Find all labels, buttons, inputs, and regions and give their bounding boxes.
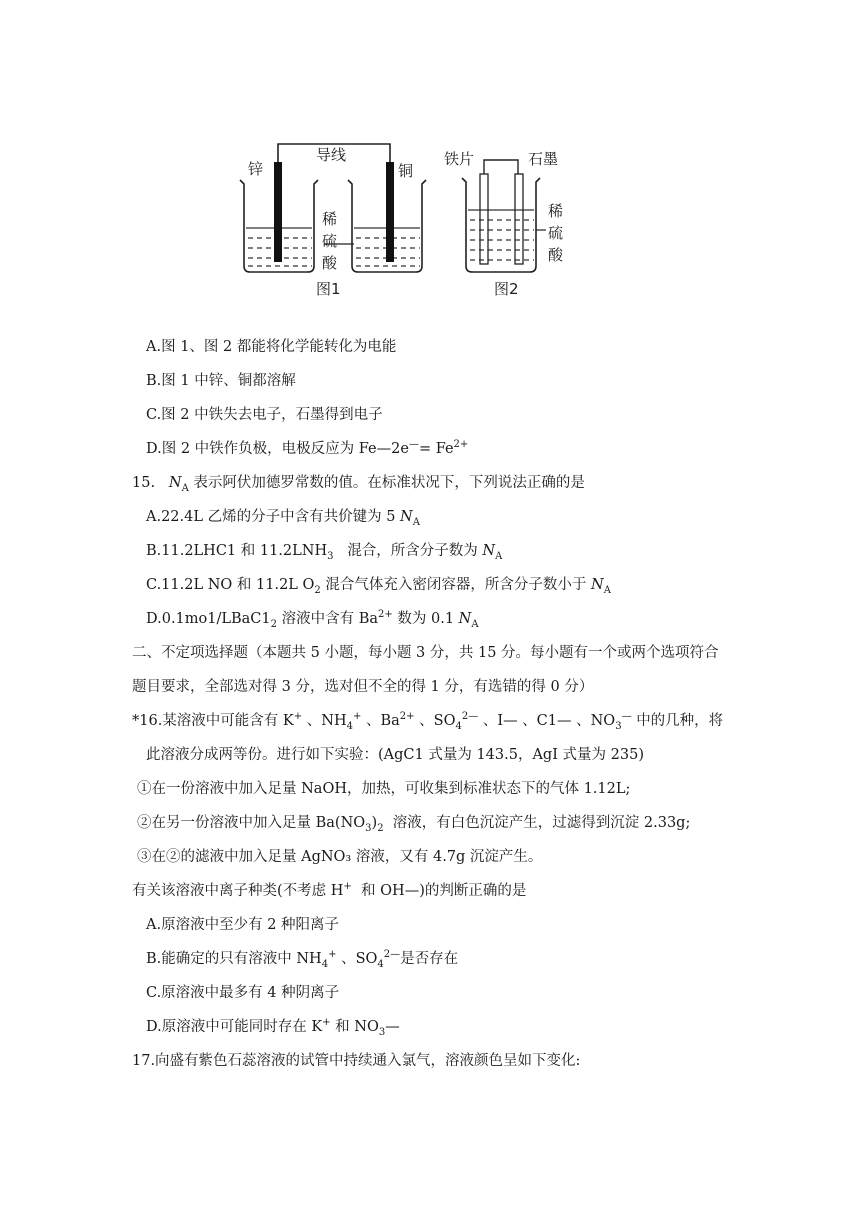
acid-liquid-fig2	[468, 210, 534, 260]
wire-label: 导线	[316, 146, 347, 164]
q15-option-d	[146, 609, 479, 629]
q15-d-text: D.0.1mo1/LBaC1	[146, 611, 271, 627]
q15-stem-text: 表示阿伏加德罗常数的值。在标准状况下，下列说法正确的是	[193, 475, 585, 491]
q15-a-text: A.22.4L 乙烯的分子中含有共价键为 5	[146, 509, 401, 525]
q14-option-d	[146, 439, 468, 459]
q16-l1a: *16.某溶液中可能含有 K	[132, 713, 294, 729]
q16-ask-b: 和 OH	[361, 883, 405, 899]
na-symbol: N	[591, 577, 604, 593]
graphite-label: 石墨	[528, 150, 559, 168]
q16-l1b: 、NH	[306, 713, 347, 729]
q16-d-b: 和 NO	[335, 1019, 379, 1035]
q16-question: 有关该溶液中离子种类(不考虑 H+ 和 OH—)的判断正确的是	[132, 881, 527, 899]
zinc-electrode	[274, 162, 282, 262]
q16-l1f: 、C1	[522, 713, 558, 729]
q15-b-post: 混合，所含分子数为	[347, 543, 483, 559]
acid-label-2a: 稀	[548, 202, 564, 220]
q14-d-sup2: 2+	[453, 439, 469, 451]
q15-c-sub: 2	[314, 584, 321, 596]
q15-option-b	[146, 541, 502, 561]
q15-d-sup: 2+	[378, 609, 393, 621]
q16-stem-line1: *16.某溶液中可能含有 K+ 、$NH_4^+$ 、$Ba^{2+}$ 、$SO_4^{2—}$ 、I— 、C1— 、$NO_3^—$ 中的几种，将	[132, 711, 724, 732]
q16-step1: ①在一份溶液中加入足量 NaOH，加热，可收集到标准状态下的气体 1.12L;	[137, 781, 631, 797]
beaker-fig2	[462, 178, 540, 272]
q14-option-a: A.图 1、图 2 都能将化学能转化为电能	[146, 339, 397, 355]
na-sub: A	[495, 550, 503, 562]
q15-d-sub: 2	[270, 618, 277, 630]
q16-stem-line2: 此溶液分成两等份。进行如下实验：(AgC1 式量为 143.5，AgI 式量为 235)	[146, 747, 644, 763]
q16-step2-b: 溶液，有白色沉淀产生，过滤得到沉淀 2.33g;	[392, 815, 691, 831]
q17-stem: 17.向盛有紫色石蕊溶液的试管中持续通入氯气，溶液颜色呈如下变化:	[132, 1053, 581, 1069]
iron-label: 铁片	[444, 150, 475, 168]
na-symbol: N	[400, 509, 413, 525]
q15-d-post: 数为 0.1	[397, 611, 459, 627]
q15-option-a	[146, 507, 420, 527]
q16-ask-a: 有关该溶液中离子种类(不考虑 H	[132, 883, 344, 899]
na-symbol: N	[168, 475, 182, 491]
acid-label-2c: 酸	[548, 246, 564, 264]
na-symbol: N	[482, 543, 496, 559]
fig2-wire	[484, 160, 518, 174]
fig2-caption: 图2	[494, 280, 519, 298]
na-sub: A	[471, 618, 479, 630]
q16-step2-a: ②在另一份溶液中加入足量 Ba(NO	[137, 815, 366, 831]
q15-c-post: 混合气体充入密闭容器，所含分子数小于	[325, 577, 592, 593]
zinc-label: 锌	[248, 160, 264, 178]
q16-b-c: 是否存在	[400, 951, 459, 967]
q15-option-c	[146, 575, 611, 595]
na-sub: A	[412, 516, 420, 528]
q16-option-c: C.原溶液中最多有 4 种阴离子	[146, 985, 340, 1001]
q14-option-c: C.图 2 中铁失去电子，石墨得到电子	[146, 407, 383, 423]
q16-step2: ②在另一份溶液中加入足量 $Ba(NO_3)_2$ 溶液，有白色沉淀产生，过滤得到沉淀 2.33g;	[137, 815, 691, 834]
q16-b-b: 、SO	[341, 951, 378, 967]
q16-option-d: D.原溶液中可能同时存在 K+ 和 $NO_3—$	[146, 1017, 400, 1038]
q16-option-a: A.原溶液中至少有 2 种阳离子	[146, 917, 340, 933]
q16-l1g: 、NO	[576, 713, 616, 729]
q14-option-b: B.图 1 中锌、铜都溶解	[146, 373, 296, 389]
acid-label-1a: 稀	[322, 210, 338, 228]
q14-d-text: D.图 2 中铁作负极，电极反应为 Fe—2e	[146, 441, 409, 457]
electrochemistry-figure	[230, 138, 610, 308]
copper-label: 铜	[398, 162, 414, 180]
acid-label-1c: 酸	[322, 254, 338, 272]
q15-stem	[132, 473, 585, 493]
q16-d-a: D.原溶液中可能同时存在 K	[146, 1019, 323, 1035]
copper-electrode	[386, 162, 394, 262]
section2-header-line2: 题目要求，全部选对得 3 分，选对但不全的得 1 分，有选错的得 0 分）	[132, 679, 594, 695]
q16-l1d: 、SO	[419, 713, 456, 729]
q16-step3: ③在②的滤液中加入足量 AgNO₃ 溶液，又有 4.7g 沉淀产生。	[137, 849, 543, 865]
q15-d-mid: 溶液中含有 Ba	[281, 611, 379, 627]
q16-ask-c: )的判断正确的是	[419, 883, 527, 899]
q15-b-text: B.11.2LHC1 和 11.2LNH	[146, 543, 328, 559]
section2-header-line1: 二、不定项选择题（本题共 5 小题，每小题 3 分，共 15 分。每小题有一个或两个选项符合	[132, 645, 719, 661]
q15-c-text: C.11.2L NO 和 11.2L O	[146, 577, 315, 593]
q16-option-b: B.能确定的只有溶液中 $NH_4^+$ 、$SO_4^{2—}$是否存在	[146, 949, 459, 970]
q14-d-sup1: —	[408, 439, 419, 451]
na-sub: A	[181, 482, 189, 494]
q15-b-sub: 3	[327, 550, 334, 562]
fig1-caption: 图1	[316, 280, 341, 298]
q14-d-mid: = Fe	[418, 441, 454, 457]
q16-b-a: B.能确定的只有溶液中 NH	[146, 951, 322, 967]
q16-l1e: 、I	[482, 713, 504, 729]
q15-number: 15.	[132, 475, 156, 491]
na-sub: A	[603, 584, 611, 596]
q16-l1c: 、Ba	[365, 713, 400, 729]
na-symbol: N	[458, 611, 472, 627]
acid-label-1b: 硫	[322, 232, 338, 250]
acid-label-2b: 硫	[548, 224, 564, 242]
q16-l1h: 中的几种，将	[636, 713, 724, 729]
